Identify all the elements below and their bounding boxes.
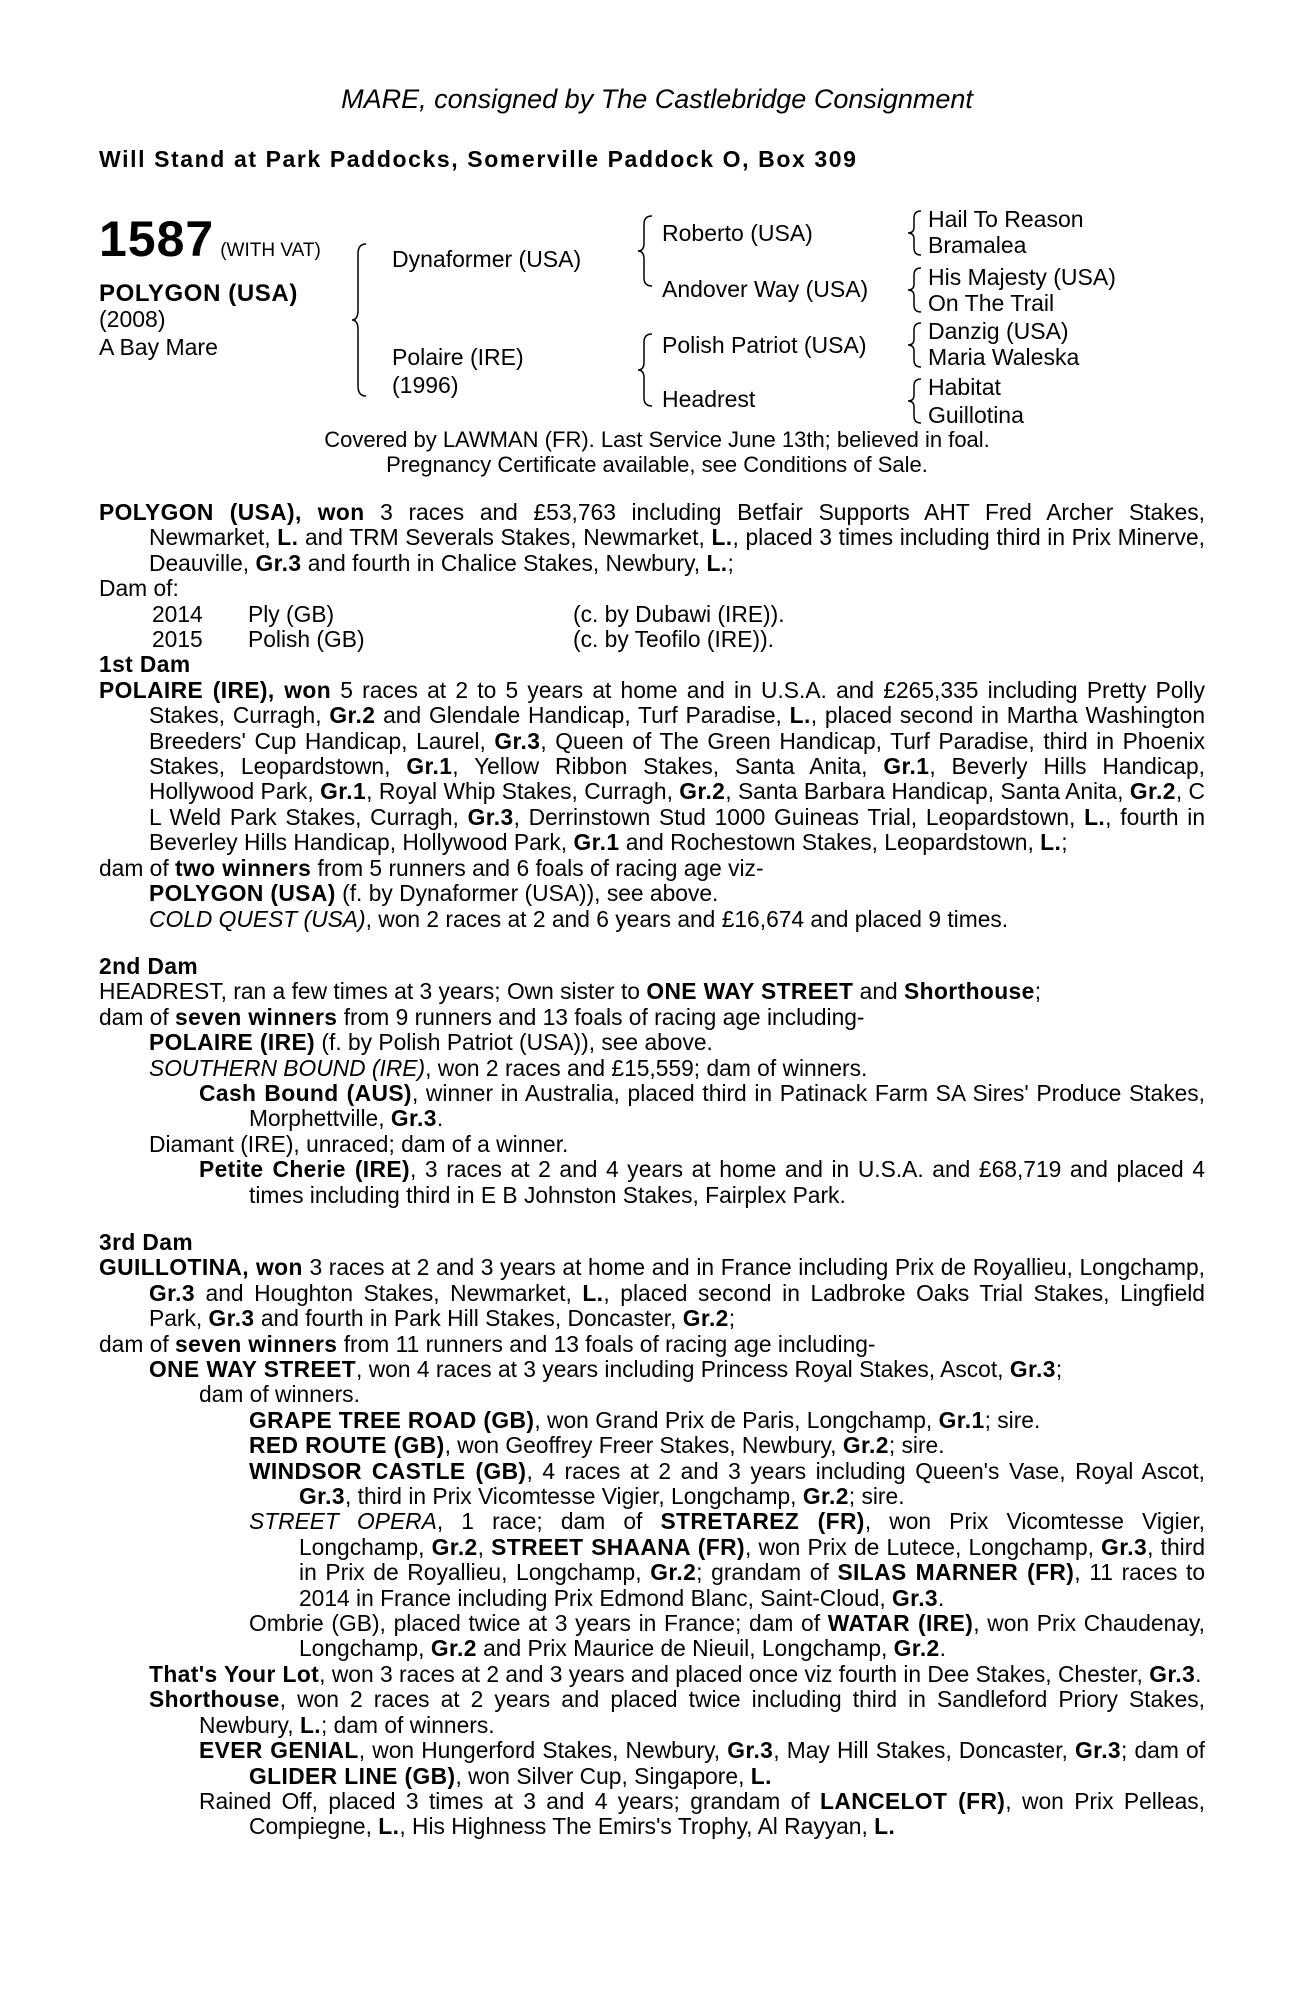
second-dam-heading: 2nd Dam [99, 952, 199, 979]
pedigree-dam-dam: Headrest [662, 386, 756, 412]
produce-row: 2014 Ply (GB) (c. by Dubawi (IRE)). [152, 600, 785, 627]
consignment-heading: MARE, consigned by The Castlebridge Consignment [341, 84, 973, 114]
pedigree-dam-year: (1996) [392, 372, 459, 398]
pedigree-ddd: Guillotina [928, 402, 1024, 428]
pedigree-brace-dam [636, 330, 656, 410]
pedigree-sire-dam: Andover Way (USA) [662, 276, 869, 302]
pedigree-ssd: Bramalea [928, 232, 1027, 258]
pedigree-brace-ds [906, 320, 924, 370]
horse-description: A Bay Mare [99, 334, 218, 360]
third-dam-heading: 3rd Dam [99, 1228, 194, 1255]
polaire-produce-summary: dam of two winners from 5 runners and 6 foals of racing age viz- [99, 854, 764, 881]
headrest-record: HEADREST, ran a few times at 3 years; Own sister to ONE WAY STREET and Shorthouse; [99, 978, 1042, 1005]
polaire-produce-item: COLD QUEST (USA), won 2 races at 2 and 6 years and £16,674 and placed 9 times. [149, 905, 1009, 932]
pedigree-dsd: Maria Waleska [928, 344, 1080, 370]
guillotina-grandproduce-item: EVER GENIAL, won Hungerford Stakes, Newbury, Gr.3, May Hill Stakes, Doncaster, Gr.3; dam of GLIDER LINE (GB), won Silver Cup, Singapore, L. [199, 1737, 1205, 1789]
pedigree-brace-ss [906, 208, 924, 258]
guillotina-grandproduce-item: WINDSOR CASTLE (GB), 4 races at 2 and 3 years including Queen's Vase, Royal Ascot, Gr.3, third in Prix Vicomtesse Vigier, Longchamp, Gr.2; sire. [249, 1457, 1205, 1510]
headrest-produce-item: SOUTHERN BOUND (IRE), won 2 races and £15,559; dam of winners. [149, 1054, 868, 1081]
pedigree-brace-gen1 [350, 240, 370, 400]
pedigree-sire: Dynaformer (USA) [392, 246, 582, 272]
pedigree-brace-sire [636, 212, 656, 290]
guillotina-produce-item: That's Your Lot, won 3 races at 2 and 3 years and placed once viz fourth in Dee Stakes, Chester, Gr.3. [149, 1660, 1202, 1687]
vat-label: (WITH VAT) [220, 240, 321, 261]
polygon-record: POLYGON (USA), won 3 races and £53,763 including Betfair Supports AHT Fred Archer Stakes, Newmarket, L. and TRM Severals Stakes, Newmarket, L., placed 3 times including third in Prix Minerve, Deauville, Gr.3 and fourth in Chalice Stakes, Newbury, L.; [99, 499, 1205, 576]
pedigree-brace-sd [906, 265, 924, 315]
pedigree-sdd: On The Trail [928, 290, 1055, 316]
pedigree-dds: Habitat [928, 374, 1001, 400]
pedigree-dam: Polaire (IRE) [392, 344, 524, 370]
stand-location: Will Stand at Park Paddocks, Somerville Paddock O, Box 309 [99, 146, 858, 172]
guillotina-record: GUILLOTINA, won 3 races at 2 and 3 years at home and in France including Prix de Royallieu, Longchamp, Gr.3 and Houghton Stakes, Newmarket, L., placed second in Ladbroke Oaks Trial Stakes, Lingfield Park, Gr.3 and fourth in Park Hill Stakes, Doncaster, Gr.2; [99, 1254, 1205, 1332]
catalogue-text [99, 500, 1205, 1840]
guillotina-grandproduce-item: Rained Off, placed 3 times at 3 and 4 years; grandam of LANCELOT (FR), won Prix Pelleas, Compiegne, L., His Highness The Emirs's Trophy, Al Rayyan, L. [199, 1787, 1205, 1840]
pedigree-dam-sire: Polish Patriot (USA) [662, 332, 867, 358]
lot-number-value: 1587 [99, 211, 215, 267]
pedigree-dss: Danzig (USA) [928, 318, 1069, 344]
guillotina-produce-item: ONE WAY STREET, won 4 races at 3 years including Princess Royal Stakes, Ascot, Gr.3; [149, 1356, 1063, 1382]
one-way-street-note: dam of winners. [199, 1381, 360, 1408]
horse-name: POLYGON (USA) [99, 280, 298, 307]
headrest-produce-item: Diamant (IRE), unraced; dam of a winner. [149, 1130, 569, 1157]
produce-heading: Dam of: [99, 575, 179, 602]
headrest-produce-item: POLAIRE (IRE) (f. by Polish Patriot (USA)), see above. [149, 1029, 713, 1056]
guillotina-produce-item: Shorthouse, won 2 races at 2 years and placed twice including third in Sandleford Priory Stakes, Newbury, L.; dam of winners. [149, 1686, 1205, 1738]
guillotina-grandproduce-item: GRAPE TREE ROAD (GB), won Grand Prix de Paris, Longchamp, Gr.1; sire. [249, 1406, 1041, 1433]
pedigree-sss: Hail To Reason [928, 206, 1084, 232]
certificate-note: Pregnancy Certificate available, see Conditions of Sale. [386, 452, 928, 477]
headrest-grandproduce-item: Petite Cherie (IRE), 3 races at 2 and 4 years at home and in U.S.A. and £68,719 and placed 4 times including third in E B Johnston Stakes, Fairplex Park. [199, 1156, 1205, 1208]
headrest-produce-summary: dam of seven winners from 9 runners and 13 foals of racing age including- [99, 1003, 865, 1030]
first-dam-heading: 1st Dam [99, 651, 191, 678]
horse-year: (2008) [99, 306, 166, 332]
covered-note: Covered by LAWMAN (FR). Last Service June 13th; believed in foal. [324, 427, 990, 452]
polaire-produce-item: POLYGON (USA) (f. by Dynaformer (USA)), see above. [149, 880, 719, 907]
guillotina-grandproduce-item: STREET OPERA, 1 race; dam of STRETAREZ (FR), won Prix Vicomtesse Vigier, Longchamp, Gr.2, STREET SHAANA (FR), won Prix de Lutece, Longchamp, Gr.3, third in Prix de Royallieu, Longchamp, Gr.2; grandam of SILAS MARNER (FR), 11 races to 2014 in France including Prix Edmond Blanc, Saint-Cloud, Gr.3. [249, 1508, 1206, 1611]
polaire-record: POLAIRE (IRE), won 5 races at 2 to 5 years at home and in U.S.A. and £265,335 including Pretty Polly Stakes, Curragh, Gr.2 and Glendale Handicap, Turf Paradise, L., placed second in Martha Washington Breeders' Cup Handicap, Laurel, Gr.3, Queen of The Green Handicap, Turf Paradise, third in Phoenix Stakes, Leopardstown, Gr.1, Yellow Ribbon Stakes, Santa Anita, Gr.1, Beverly Hills Handicap, Hollywood Park, Gr.1, Royal Whip Stakes, Curragh, Gr.2, Santa Barbara Handicap, Santa Anita, Gr.2, C L Weld Park Stakes, Curragh, Gr.3, Derrinstown Stud 1000 Guineas Trial, Leopardstown, L., fourth in Beverley Hills Handicap, Hollywood Park, Gr.1 and Rochestown Stakes, Leopardstown, L.; [99, 676, 1206, 856]
guillotina-produce-summary: dam of seven winners from 11 runners and 13 foals of racing age including- [99, 1330, 876, 1357]
lot-number [99, 210, 321, 268]
guillotina-grandproduce-item: RED ROUTE (GB), won Geoffrey Freer Stakes, Newbury, Gr.2; sire. [249, 1432, 945, 1459]
pedigree-brace-dd [906, 376, 924, 426]
pedigree-sds: His Majesty (USA) [928, 264, 1116, 290]
guillotina-grandproduce-item: Ombrie (GB), placed twice at 3 years in France; dam of WATAR (IRE), won Prix Chaudenay, Longchamp, Gr.2 and Prix Maurice de Nieuil, Longchamp, Gr.2. [249, 1610, 1205, 1662]
pedigree-sire-sire: Roberto (USA) [662, 220, 813, 246]
produce-row: 2015 Polish (GB) (c. by Teofilo (IRE)). [152, 626, 774, 653]
headrest-grandproduce-item: Cash Bound (AUS), winner in Australia, placed third in Patinack Farm SA Sires' Produce Stakes, Morphettville, Gr.3. [199, 1079, 1206, 1132]
